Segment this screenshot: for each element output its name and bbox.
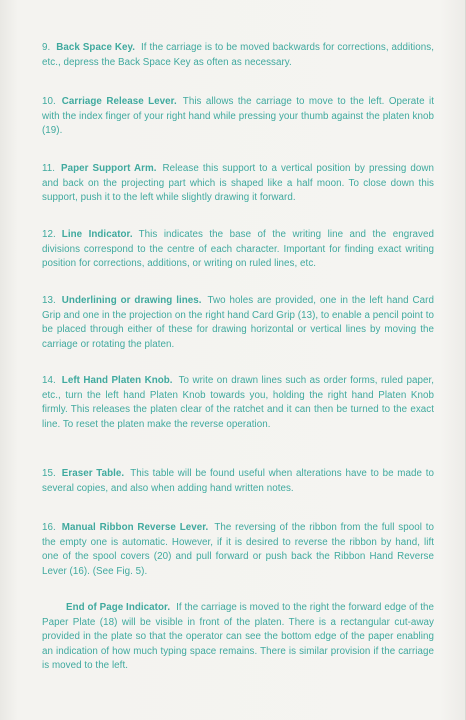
section-text: If the carriage is moved to the right the forward edge of the Paper Plate (18) will be visible in front of the platen. There is a rectangular cut-away provided in the plate so that the operator can see the bottom edge of the paper enabling an indication of how much typing space remains. There is similar provision if the carriage is moved to the left. [42, 602, 434, 672]
section-number: 11. [42, 163, 56, 174]
section-text: If the carriage is to be moved backwards for corrections, additions, etc., depress the Back Space Key as often as necessary. [42, 42, 434, 68]
section-number: 13. [42, 295, 56, 306]
section-back-space-key [42, 41, 434, 70]
section-text: Two holes are provided, one in the left hand Card Grip and one in the projection on the right hand Card Grip (13), to enable a pencil point to be placed through either of these for drawing horizontal or vertical lines by moving the carriage or rotating the platen. [42, 295, 434, 350]
section-number: 15. [42, 468, 56, 479]
section-text: To write on drawn lines such as order forms, ruled paper, etc., turn the left hand Platen Knob towards you, holding the right hand Platen Knob firmly. This releases the platen clear of the ratchet and it can then be turned to the exact line. To reset the platen make the reverse operation. [42, 375, 434, 430]
section-heading: Carriage Release Lever. [61, 96, 177, 107]
section-heading: Eraser Table. [61, 468, 125, 479]
section-heading: End of Page Indicator. [66, 602, 171, 613]
section-number: 12. [42, 229, 56, 240]
section-number: 9. [42, 42, 51, 53]
section-heading: Line Indicator. [61, 229, 133, 240]
section-left-hand-platen-knob [42, 374, 434, 432]
section-text: The reversing of the ribbon from the full spool to the empty one is automatic. However, if it is desired to reverse the ribbon by hand, lift one of the spool covers (20) and pull forward or push back the Ribbon Hand Reverse Lever (16). (See Fig. 5). [42, 522, 434, 577]
section-end-of-page-indicator [42, 601, 434, 674]
section-heading: Left Hand Platen Knob. [61, 375, 173, 386]
section-manual-ribbon-reverse-lever [42, 521, 434, 579]
section-number: 14. [42, 375, 56, 386]
section-heading: Manual Ribbon Reverse Lever. [61, 522, 209, 533]
section-heading: Back Space Key. [56, 42, 136, 53]
section-line-indicator [42, 228, 434, 272]
section-underlining [42, 294, 434, 352]
section-number: 10. [42, 96, 56, 107]
section-text: This allows the carriage to move to the left. Operate it with the index finger of your right hand while pressing your thumb against the platen knob (19). [42, 96, 434, 137]
section-number: 16. [42, 522, 56, 533]
section-text: This table will be found useful when alterations have to be made to several copies, and also when adding hand written notes. [42, 468, 434, 494]
section-heading: Paper Support Arm. [61, 163, 157, 174]
section-text: Release this support to a vertical position by pressing down and back on the projecting part which is shaped like a half moon. To close down this support, push it to the left while slightly drawing it forward. [42, 163, 434, 204]
section-text: This indicates the base of the writing line and the engraved divisions correspond to the centre of each character. Important for finding exact writing position for corrections, additions, or writing on ruled lines, etc. [42, 229, 434, 270]
section-paper-support-arm [42, 162, 434, 206]
section-carriage-release-lever [42, 95, 434, 139]
section-heading: Underlining or drawing lines. [61, 295, 202, 306]
section-eraser-table [42, 467, 434, 496]
